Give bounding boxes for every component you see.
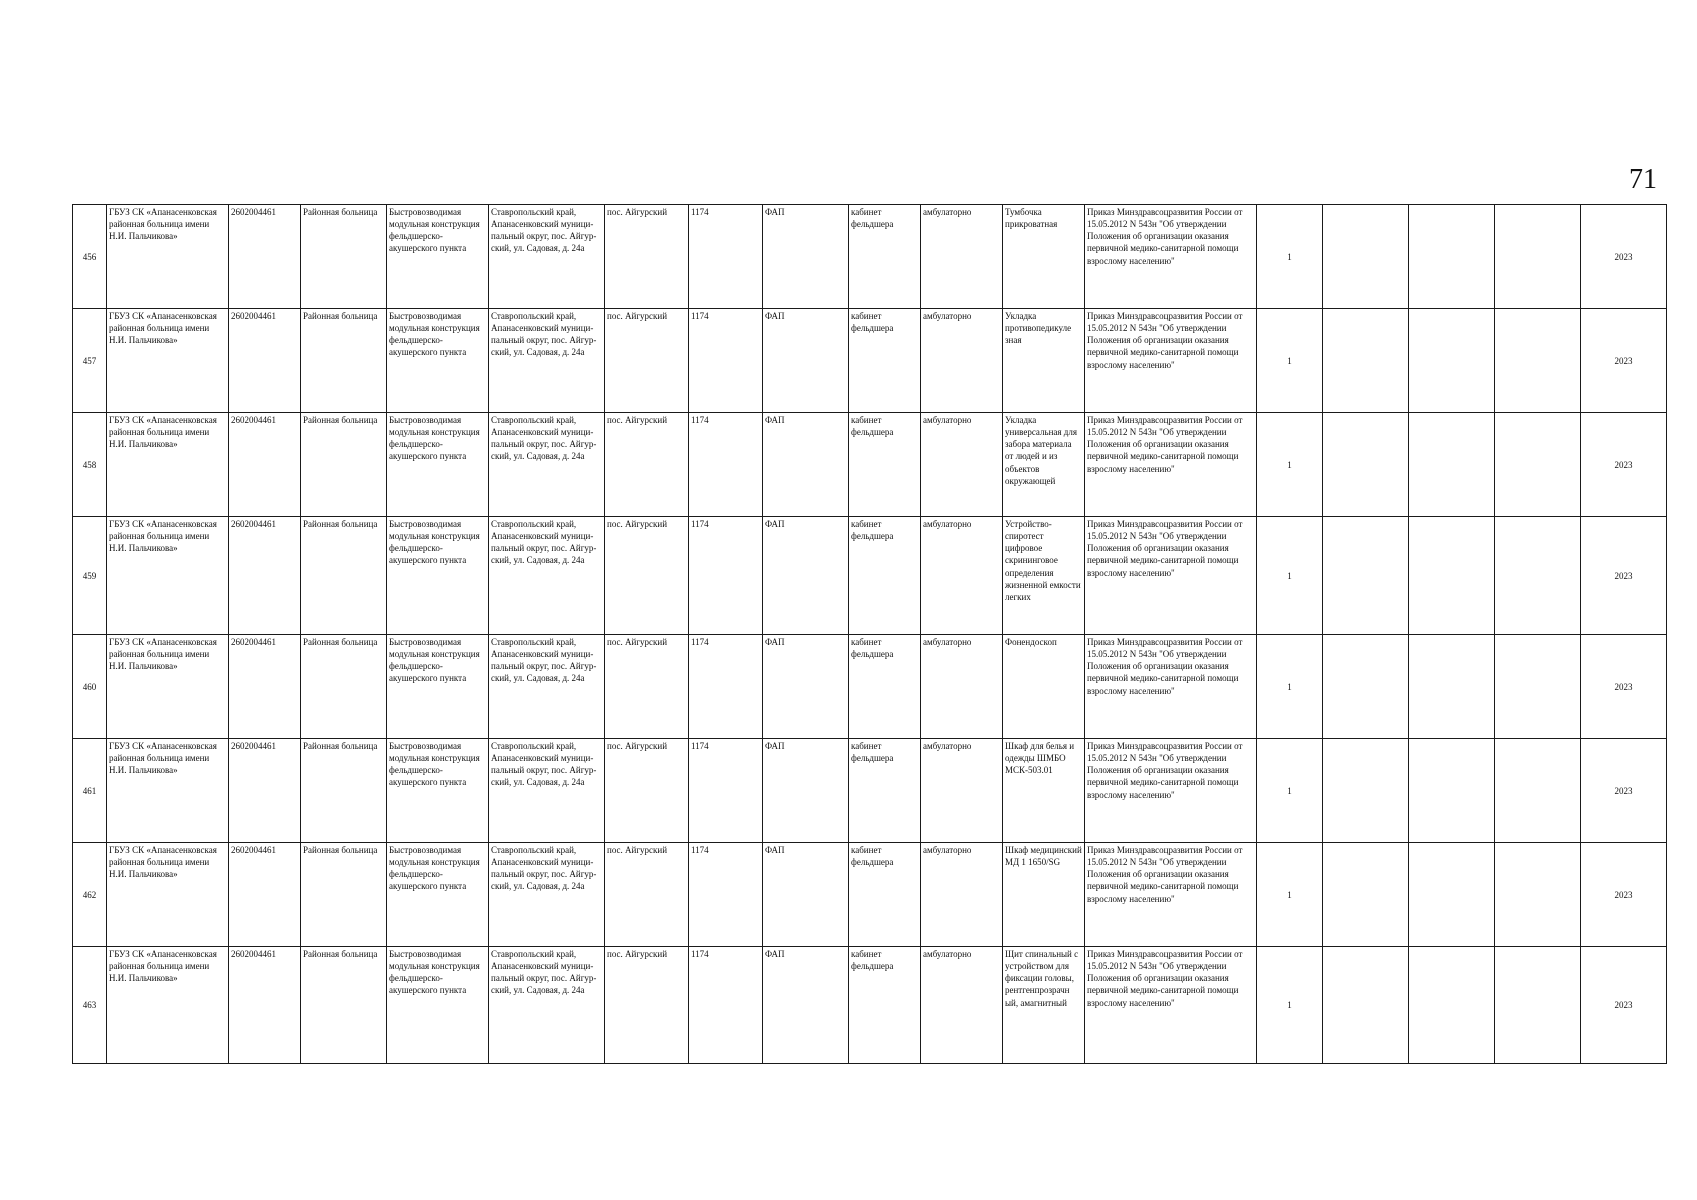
care-type: амбулаторно: [921, 843, 1003, 947]
empty-cell: [1323, 739, 1409, 843]
quantity: 1: [1257, 205, 1323, 309]
unit-type: ФАП: [763, 413, 849, 517]
table-row: [73, 205, 1667, 309]
table-row: [73, 947, 1667, 1064]
quantity: 1: [1257, 739, 1323, 843]
regulatory-order: Приказ Минздравсоцразвития России от 15.05.2012 N 543н "Об утверждении Положения об организации оказания первичной медико-санитарной помощи взрослому населению": [1085, 947, 1257, 1064]
inn-code: 2602004461: [229, 205, 301, 309]
inn-code: 2602004461: [229, 947, 301, 1064]
room: кабинет фельдшера: [849, 517, 921, 635]
empty-cell: [1409, 517, 1495, 635]
equipment-table: [72, 204, 1667, 1064]
row-number: 463: [73, 947, 107, 1064]
population: 1174: [689, 517, 763, 635]
year: 2023: [1581, 947, 1667, 1064]
room: кабинет фельдшера: [849, 413, 921, 517]
organization-name: ГБУЗ СК «Апанасенковская районная больница имени Н.И. Пальчикова»: [107, 947, 229, 1064]
empty-cell: [1409, 739, 1495, 843]
care-type: амбулаторно: [921, 635, 1003, 739]
empty-cell: [1409, 843, 1495, 947]
care-type: амбулаторно: [921, 947, 1003, 1064]
table-row: [73, 635, 1667, 739]
year: 2023: [1581, 843, 1667, 947]
empty-cell: [1409, 205, 1495, 309]
address: Ставропольский край, Апанасенковский муници-пальный округ, пос. Айгур-ский, ул. Садовая, д. 24а: [489, 739, 605, 843]
locality: пос. Айгурский: [605, 413, 689, 517]
unit-type: ФАП: [763, 635, 849, 739]
empty-cell: [1495, 413, 1581, 517]
locality: пос. Айгурский: [605, 843, 689, 947]
row-number: 456: [73, 205, 107, 309]
population: 1174: [689, 205, 763, 309]
locality: пос. Айгурский: [605, 739, 689, 843]
care-type: амбулаторно: [921, 739, 1003, 843]
room: кабинет фельдшера: [849, 843, 921, 947]
year: 2023: [1581, 309, 1667, 413]
inn-code: 2602004461: [229, 517, 301, 635]
unit-type: ФАП: [763, 309, 849, 413]
empty-cell: [1495, 517, 1581, 635]
equipment-name: Шкаф медицинский МД 1 1650/SG: [1003, 843, 1085, 947]
structure-type: Быстровозводимая модульная конструкция фельдшерско-акушерского пункта: [387, 635, 489, 739]
inn-code: 2602004461: [229, 635, 301, 739]
row-number: 462: [73, 843, 107, 947]
empty-cell: [1323, 947, 1409, 1064]
room: кабинет фельдшера: [849, 309, 921, 413]
address: Ставропольский край, Апанасенковский муници-пальный округ, пос. Айгур-ский, ул. Садовая, д. 24а: [489, 947, 605, 1064]
regulatory-order: Приказ Минздравсоцразвития России от 15.05.2012 N 543н "Об утверждении Положения об организации оказания первичной медико-санитарной помощи взрослому населению": [1085, 205, 1257, 309]
empty-cell: [1495, 739, 1581, 843]
row-number: 460: [73, 635, 107, 739]
empty-cell: [1323, 635, 1409, 739]
empty-cell: [1323, 843, 1409, 947]
organization-name: ГБУЗ СК «Апанасенковская районная больница имени Н.И. Пальчикова»: [107, 309, 229, 413]
unit-type: ФАП: [763, 517, 849, 635]
structure-type: Быстровозводимая модульная конструкция фельдшерско-акушерского пункта: [387, 309, 489, 413]
regulatory-order: Приказ Минздравсоцразвития России от 15.05.2012 N 543н "Об утверждении Положения об организации оказания первичной медико-санитарной помощи взрослому населению": [1085, 635, 1257, 739]
unit-type: ФАП: [763, 843, 849, 947]
population: 1174: [689, 309, 763, 413]
institution-type: Районная больница: [301, 205, 387, 309]
population: 1174: [689, 739, 763, 843]
inn-code: 2602004461: [229, 309, 301, 413]
population: 1174: [689, 947, 763, 1064]
institution-type: Районная больница: [301, 635, 387, 739]
inn-code: 2602004461: [229, 413, 301, 517]
empty-cell: [1495, 205, 1581, 309]
care-type: амбулаторно: [921, 309, 1003, 413]
quantity: 1: [1257, 843, 1323, 947]
empty-cell: [1323, 309, 1409, 413]
inn-code: 2602004461: [229, 739, 301, 843]
regulatory-order: Приказ Минздравсоцразвития России от 15.05.2012 N 543н "Об утверждении Положения об организации оказания первичной медико-санитарной помощи взрослому населению": [1085, 309, 1257, 413]
quantity: 1: [1257, 413, 1323, 517]
room: кабинет фельдшера: [849, 947, 921, 1064]
locality: пос. Айгурский: [605, 205, 689, 309]
table-row: [73, 309, 1667, 413]
table-row: [73, 739, 1667, 843]
table-body: [73, 205, 1667, 1064]
organization-name: ГБУЗ СК «Апанасенковская районная больница имени Н.И. Пальчикова»: [107, 205, 229, 309]
room: кабинет фельдшера: [849, 739, 921, 843]
room: кабинет фельдшера: [849, 205, 921, 309]
unit-type: ФАП: [763, 947, 849, 1064]
locality: пос. Айгурский: [605, 635, 689, 739]
locality: пос. Айгурский: [605, 517, 689, 635]
address: Ставропольский край, Апанасенковский муници-пальный округ, пос. Айгур-ский, ул. Садовая, д. 24а: [489, 413, 605, 517]
address: Ставропольский край, Апанасенковский муници-пальный округ, пос. Айгур-ский, ул. Садовая, д. 24а: [489, 843, 605, 947]
quantity: 1: [1257, 309, 1323, 413]
year: 2023: [1581, 517, 1667, 635]
quantity: 1: [1257, 517, 1323, 635]
structure-type: Быстровозводимая модульная конструкция фельдшерско-акушерского пункта: [387, 413, 489, 517]
structure-type: Быстровозводимая модульная конструкция фельдшерско-акушерского пункта: [387, 843, 489, 947]
table-row: [73, 413, 1667, 517]
institution-type: Районная больница: [301, 947, 387, 1064]
organization-name: ГБУЗ СК «Апанасенковская районная больница имени Н.И. Пальчикова»: [107, 843, 229, 947]
population: 1174: [689, 635, 763, 739]
empty-cell: [1495, 947, 1581, 1064]
regulatory-order: Приказ Минздравсоцразвития России от 15.05.2012 N 543н "Об утверждении Положения об организации оказания первичной медико-санитарной помощи взрослому населению": [1085, 739, 1257, 843]
inn-code: 2602004461: [229, 843, 301, 947]
population: 1174: [689, 413, 763, 517]
equipment-name: Щит спинальный с устройством для фиксации головы, рентгенпрозрачн ый, амагнитный: [1003, 947, 1085, 1064]
equipment-name: Укладка универсальная для забора материала от людей и из объектов окружающей: [1003, 413, 1085, 517]
care-type: амбулаторно: [921, 205, 1003, 309]
organization-name: ГБУЗ СК «Апанасенковская районная больница имени Н.И. Пальчикова»: [107, 635, 229, 739]
table-row: [73, 843, 1667, 947]
address: Ставропольский край, Апанасенковский муници-пальный округ, пос. Айгур-ский, ул. Садовая, д. 24а: [489, 309, 605, 413]
care-type: амбулаторно: [921, 413, 1003, 517]
institution-type: Районная больница: [301, 517, 387, 635]
empty-cell: [1495, 309, 1581, 413]
locality: пос. Айгурский: [605, 947, 689, 1064]
equipment-name: Фонендоскоп: [1003, 635, 1085, 739]
empty-cell: [1323, 205, 1409, 309]
institution-type: Районная больница: [301, 413, 387, 517]
empty-cell: [1409, 635, 1495, 739]
address: Ставропольский край, Апанасенковский муници-пальный округ, пос. Айгур-ский, ул. Садовая, д. 24а: [489, 635, 605, 739]
table-row: [73, 517, 1667, 635]
regulatory-order: Приказ Минздравсоцразвития России от 15.05.2012 N 543н "Об утверждении Положения об организации оказания первичной медико-санитарной помощи взрослому населению": [1085, 413, 1257, 517]
institution-type: Районная больница: [301, 739, 387, 843]
year: 2023: [1581, 413, 1667, 517]
empty-cell: [1323, 517, 1409, 635]
institution-type: Районная больница: [301, 843, 387, 947]
unit-type: ФАП: [763, 205, 849, 309]
address: Ставропольский край, Апанасенковский муници-пальный округ, пос. Айгур-ский, ул. Садовая, д. 24а: [489, 517, 605, 635]
equipment-name: Укладка противопедикуле зная: [1003, 309, 1085, 413]
population: 1174: [689, 843, 763, 947]
year: 2023: [1581, 205, 1667, 309]
empty-cell: [1409, 309, 1495, 413]
row-number: 459: [73, 517, 107, 635]
organization-name: ГБУЗ СК «Апанасенковская районная больница имени Н.И. Пальчикова»: [107, 739, 229, 843]
equipment-name: Устройство-спиротест цифровое скрининговое определения жизненной емкости легких: [1003, 517, 1085, 635]
regulatory-order: Приказ Минздравсоцразвития России от 15.05.2012 N 543н "Об утверждении Положения об организации оказания первичной медико-санитарной помощи взрослому населению": [1085, 843, 1257, 947]
care-type: амбулаторно: [921, 517, 1003, 635]
locality: пос. Айгурский: [605, 309, 689, 413]
organization-name: ГБУЗ СК «Апанасенковская районная больница имени Н.И. Пальчикова»: [107, 413, 229, 517]
row-number: 457: [73, 309, 107, 413]
structure-type: Быстровозводимая модульная конструкция фельдшерско-акушерского пункта: [387, 205, 489, 309]
organization-name: ГБУЗ СК «Апанасенковская районная больница имени Н.И. Пальчикова»: [107, 517, 229, 635]
empty-cell: [1323, 413, 1409, 517]
empty-cell: [1495, 635, 1581, 739]
equipment-name: Тумбочка прикроватная: [1003, 205, 1085, 309]
row-number: 458: [73, 413, 107, 517]
empty-cell: [1495, 843, 1581, 947]
empty-cell: [1409, 947, 1495, 1064]
equipment-name: Шкаф для белья и одежды ШМБО МСК-503.01: [1003, 739, 1085, 843]
empty-cell: [1409, 413, 1495, 517]
regulatory-order: Приказ Минздравсоцразвития России от 15.05.2012 N 543н "Об утверждении Положения об организации оказания первичной медико-санитарной помощи взрослому населению": [1085, 517, 1257, 635]
year: 2023: [1581, 739, 1667, 843]
quantity: 1: [1257, 947, 1323, 1064]
room: кабинет фельдшера: [849, 635, 921, 739]
quantity: 1: [1257, 635, 1323, 739]
year: 2023: [1581, 635, 1667, 739]
structure-type: Быстровозводимая модульная конструкция фельдшерско-акушерского пункта: [387, 947, 489, 1064]
page-number: 71: [1629, 164, 1657, 195]
row-number: 461: [73, 739, 107, 843]
address: Ставропольский край, Апанасенковский муници-пальный округ, пос. Айгур-ский, ул. Садовая, д. 24а: [489, 205, 605, 309]
structure-type: Быстровозводимая модульная конструкция фельдшерско-акушерского пункта: [387, 739, 489, 843]
unit-type: ФАП: [763, 739, 849, 843]
institution-type: Районная больница: [301, 309, 387, 413]
structure-type: Быстровозводимая модульная конструкция фельдшерско-акушерского пункта: [387, 517, 489, 635]
